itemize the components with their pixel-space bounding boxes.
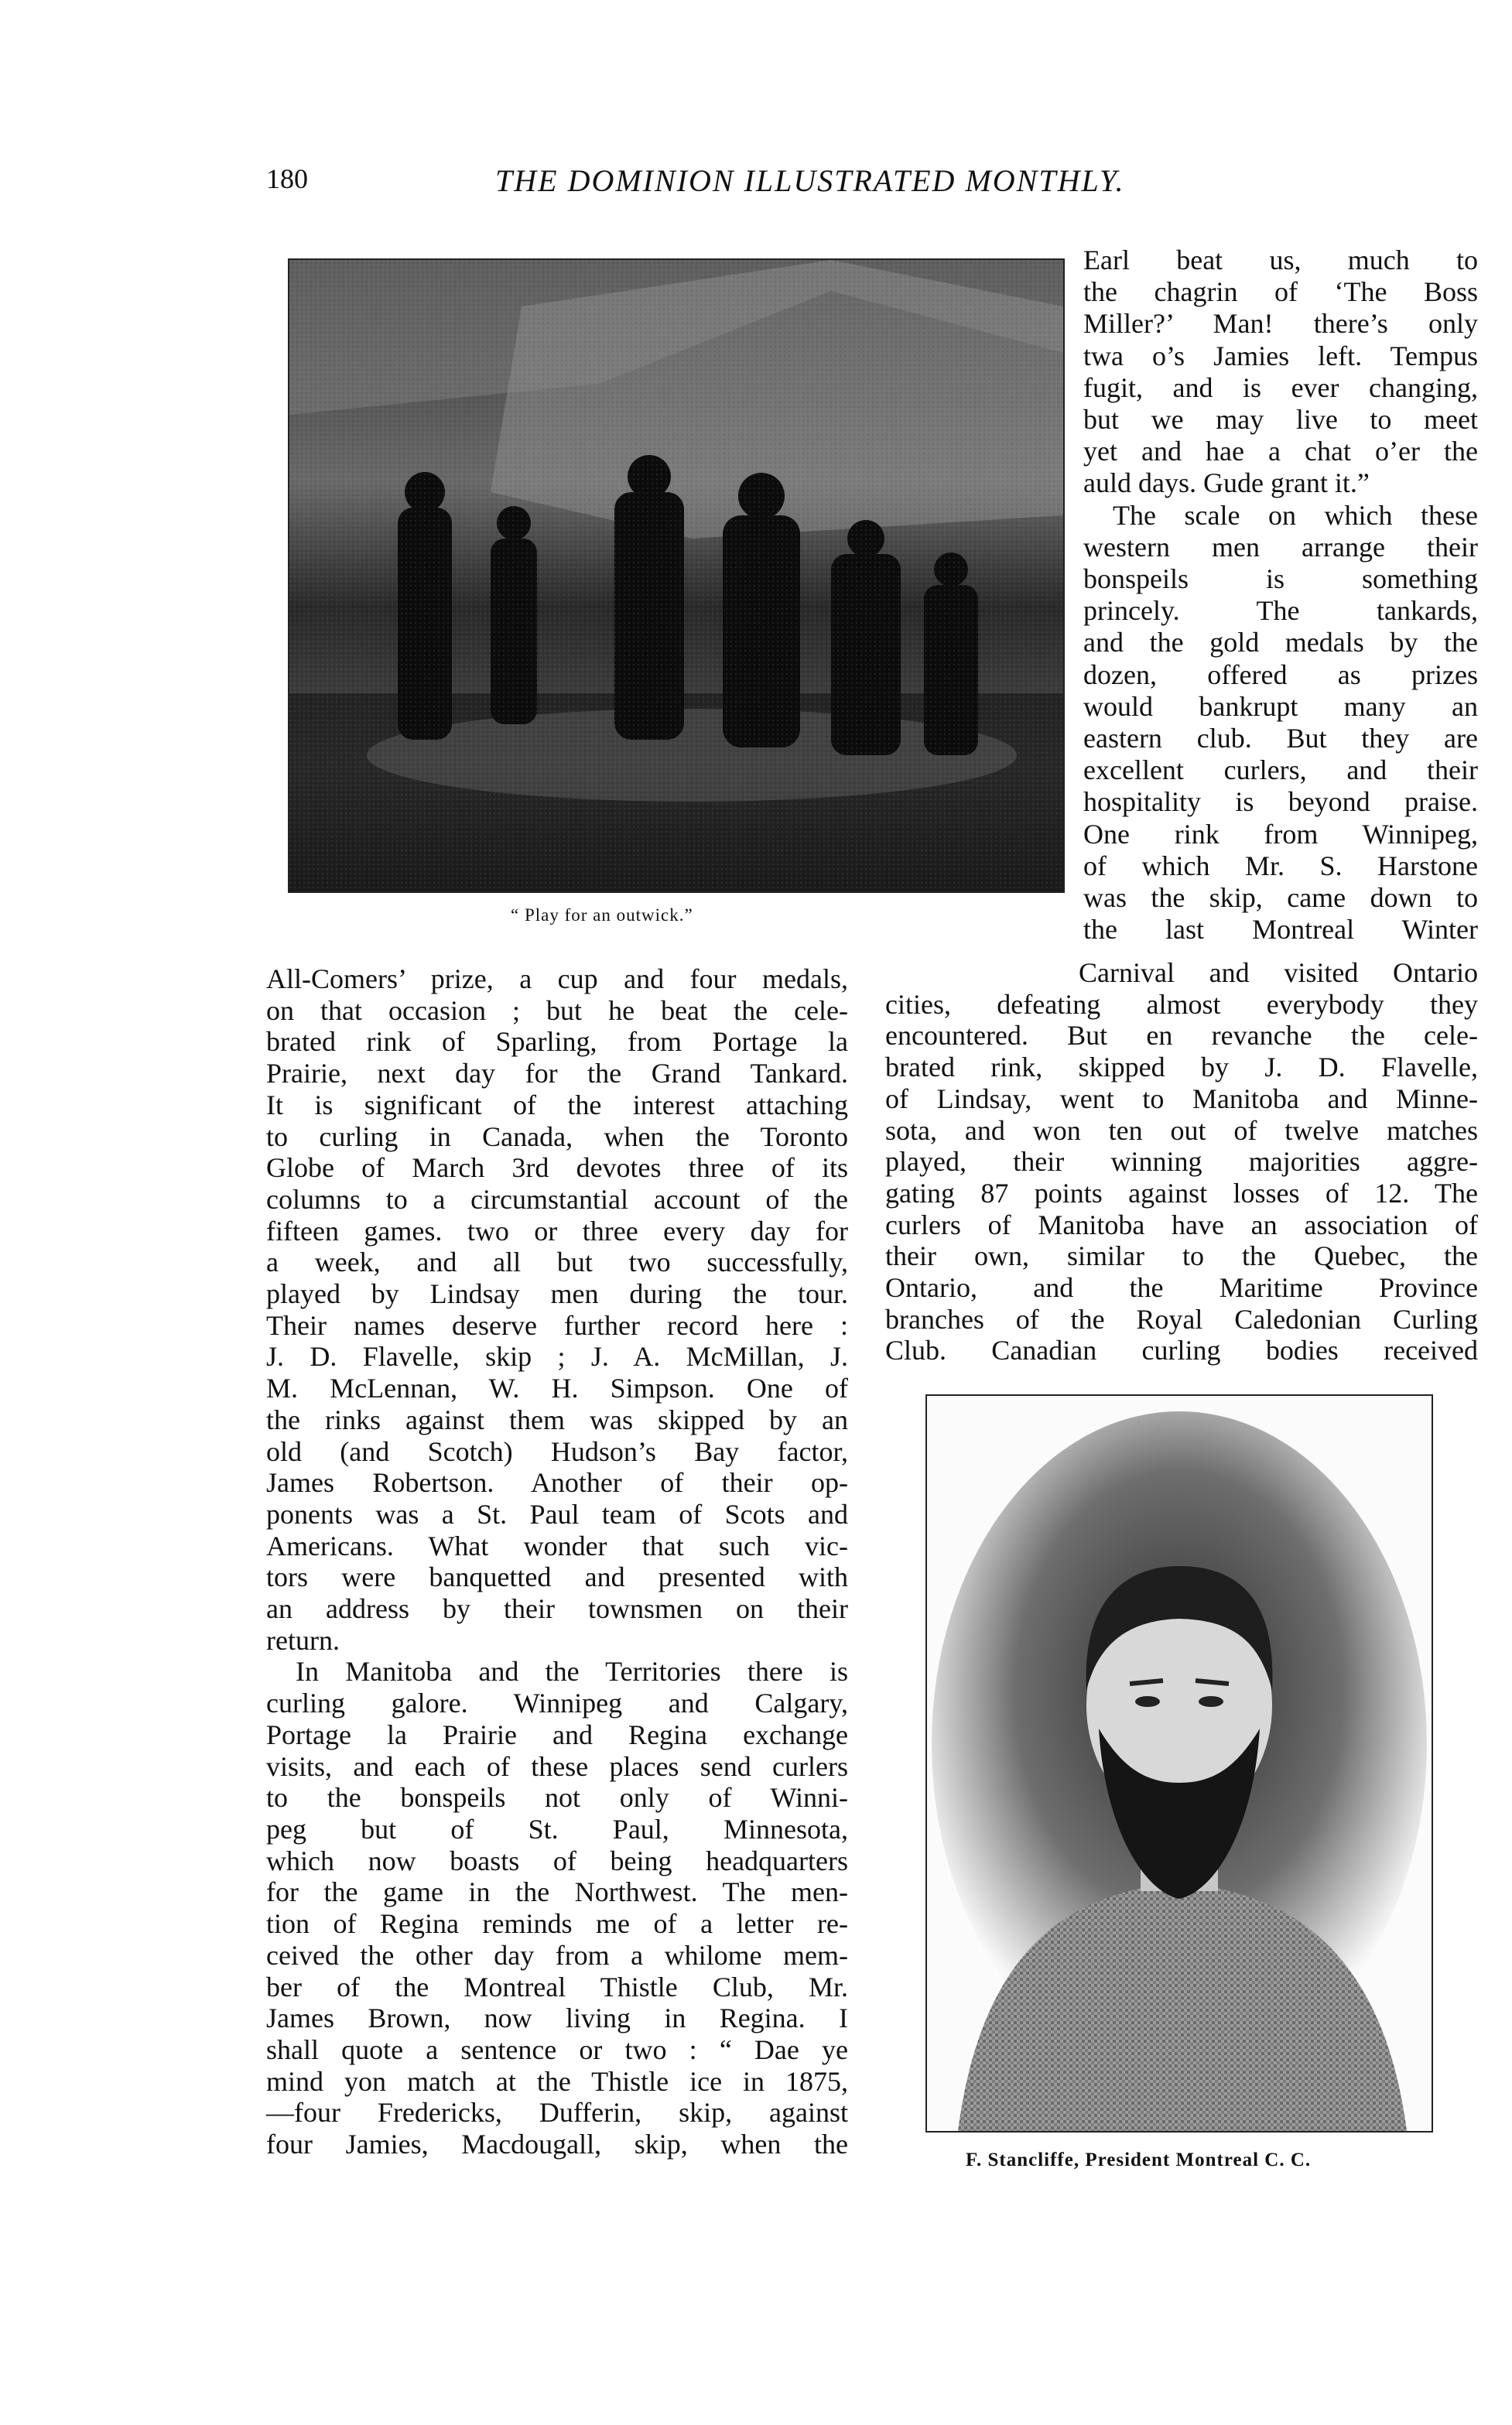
text-line: the chagrin of ‘The Boss — [1083, 276, 1478, 308]
text-line: sota, and won ten out of twelve matches — [885, 1114, 1478, 1146]
text-line: excellent curlers, and their — [1083, 754, 1478, 786]
text-line: All-Comers’ prize, a cup and four medals, — [266, 963, 848, 994]
text-line: to the bonspeils not only of Winni- — [266, 1782, 848, 1814]
text-line: Earl beat us, much to — [1083, 245, 1478, 275]
photo-caption: “ Play for an outwick.” — [511, 905, 693, 925]
portrait-caption: F. Stancliffe, President Montreal C. C. — [966, 2150, 1312, 2170]
text-line: The scale on which these — [1113, 499, 1478, 531]
text-line: a week, and all but two successfully, — [266, 1247, 848, 1278]
text-line: of which Mr. S. Harstone — [1083, 850, 1478, 881]
text-line: —four Fredericks, Dufferin, skip, against — [266, 2097, 848, 2129]
text-line: old (and Scotch) Hudson’s Bay factor, — [266, 1435, 848, 1467]
text-line: cities, defeating almost everybody they — [885, 988, 1478, 1020]
page-number: 180 — [266, 163, 308, 194]
text-line: branches of the Royal Caledonian Curling — [885, 1303, 1478, 1335]
text-line: for the game in the Northwest. The men- — [266, 1876, 848, 1908]
text-line: Their names deserve further record here : — [266, 1309, 848, 1341]
text-line: tion of Regina reminds me of a letter re- — [266, 1908, 848, 1940]
text-line: One rink from Winnipeg, — [1083, 818, 1478, 850]
text-line: auld days. Gude grant it.” — [1083, 467, 1370, 499]
text-line: dozen, offered as prizes — [1083, 658, 1478, 690]
text-line: of Lindsay, went to Manitoba and Minne- — [885, 1083, 1478, 1114]
text-line: ponents was a St. Paul team of Scots and — [266, 1498, 848, 1530]
text-line: encountered. But en revanche the cele- — [885, 1020, 1478, 1052]
text-line: western men arrange their — [1083, 531, 1478, 563]
text-line: fifteen games. two or three every day for — [266, 1215, 848, 1247]
portrait-photo — [925, 1394, 1433, 2133]
text-line: which now boasts of being headquarters — [266, 1845, 848, 1876]
curling-photo-image — [289, 260, 1063, 891]
text-line: four Jamies, Macdougall, skip, when the — [266, 2129, 848, 2160]
text-line: princely. The tankards, — [1083, 595, 1478, 627]
text-line: and the gold medals by the — [1083, 627, 1478, 658]
text-line: fugit, and is ever changing, — [1083, 371, 1478, 403]
text-line: on that occasion ; but he beat the cele- — [266, 994, 848, 1026]
text-line: the last Montreal Winter — [1083, 914, 1478, 946]
text-line: would bankrupt many an — [1083, 690, 1478, 722]
text-line: It is significant of the interest attaching — [266, 1089, 848, 1120]
text-line: brated rink of Sparling, from Portage la — [266, 1026, 848, 1058]
text-line: Portage la Prairie and Regina exchange — [266, 1719, 848, 1750]
text-line: their own, similar to the Quebec, the — [885, 1240, 1478, 1272]
left-column-text — [266, 963, 848, 2160]
text-line: curlers of Manitoba have an association of — [885, 1209, 1478, 1240]
text-line: curling galore. Winnipeg and Calgary, — [266, 1688, 848, 1719]
text-line: was the skip, came down to — [1083, 882, 1478, 914]
text-line: visits, and each of these places send curlers — [266, 1750, 848, 1782]
text-line: columns to a circumstantial account of the — [266, 1183, 848, 1215]
right-column-wide-text — [885, 957, 1478, 1366]
text-line: J. D. Flavelle, skip ; J. A. McMillan, J. — [266, 1341, 848, 1373]
text-line: gating 87 points against losses of 12. The — [885, 1177, 1478, 1209]
text-line: Miller?’ Man! there’s only — [1083, 308, 1478, 340]
text-line: M. McLennan, W. H. Simpson. One of — [266, 1373, 848, 1404]
text-line: return. — [266, 1624, 340, 1656]
text-line: played, their winning majorities aggre- — [885, 1146, 1478, 1178]
text-line: ceived the other day from a whilome mem- — [266, 1939, 848, 1971]
text-line: but we may live to meet — [1083, 404, 1478, 436]
text-line: In Manitoba and the Territories there is — [296, 1656, 848, 1688]
text-line: mind yon match at the Thistle ice in 1875, — [266, 2065, 848, 2097]
text-line: yet and hae a chat o’er the — [1083, 436, 1478, 467]
text-line: an address by their townsmen on their — [266, 1593, 848, 1625]
curling-photo — [288, 258, 1065, 893]
text-line: to curling in Canada, when the Toronto — [266, 1120, 848, 1152]
text-line: James Brown, now living in Regina. I — [266, 2003, 848, 2034]
text-line: brated rink, skipped by J. D. Flavelle, — [885, 1052, 1478, 1083]
text-line: played by Lindsay men during the tour. — [266, 1278, 848, 1310]
text-line: shall quote a sentence or two : “ Dae ye — [266, 2033, 848, 2065]
text-line: hospitality is beyond praise. — [1083, 786, 1478, 818]
text-line: Prairie, next day for the Grand Tankard. — [266, 1058, 848, 1089]
text-line: James Robertson. Another of their op- — [266, 1467, 848, 1499]
portrait-image — [927, 1396, 1432, 2131]
text-line: peg but of St. Paul, Minnesota, — [266, 1813, 848, 1845]
text-line: twa o’s Jamies left. Tempus — [1083, 340, 1478, 371]
text-line: Club. Canadian curling bodies received — [885, 1335, 1478, 1366]
text-line: the rinks against them was skipped by an — [266, 1404, 848, 1435]
text-line: tors were banquetted and presented with — [266, 1561, 848, 1593]
text-line: eastern club. But they are — [1083, 723, 1478, 754]
text-line: Globe of March 3rd devotes three of its — [266, 1152, 848, 1184]
text-line: Ontario, and the Maritime Province — [885, 1272, 1478, 1304]
text-line: Carnival and visited Ontario — [1079, 957, 1478, 988]
text-line: bonspeils is something — [1083, 563, 1478, 595]
text-line: Americans. What wonder that such vic- — [266, 1530, 848, 1561]
right-column-top-text — [1083, 245, 1478, 946]
running-title: THE DOMINION ILLUSTRATED MONTHLY. — [495, 163, 1125, 198]
text-line: ber of the Montreal Thistle Club, Mr. — [266, 1971, 848, 2003]
